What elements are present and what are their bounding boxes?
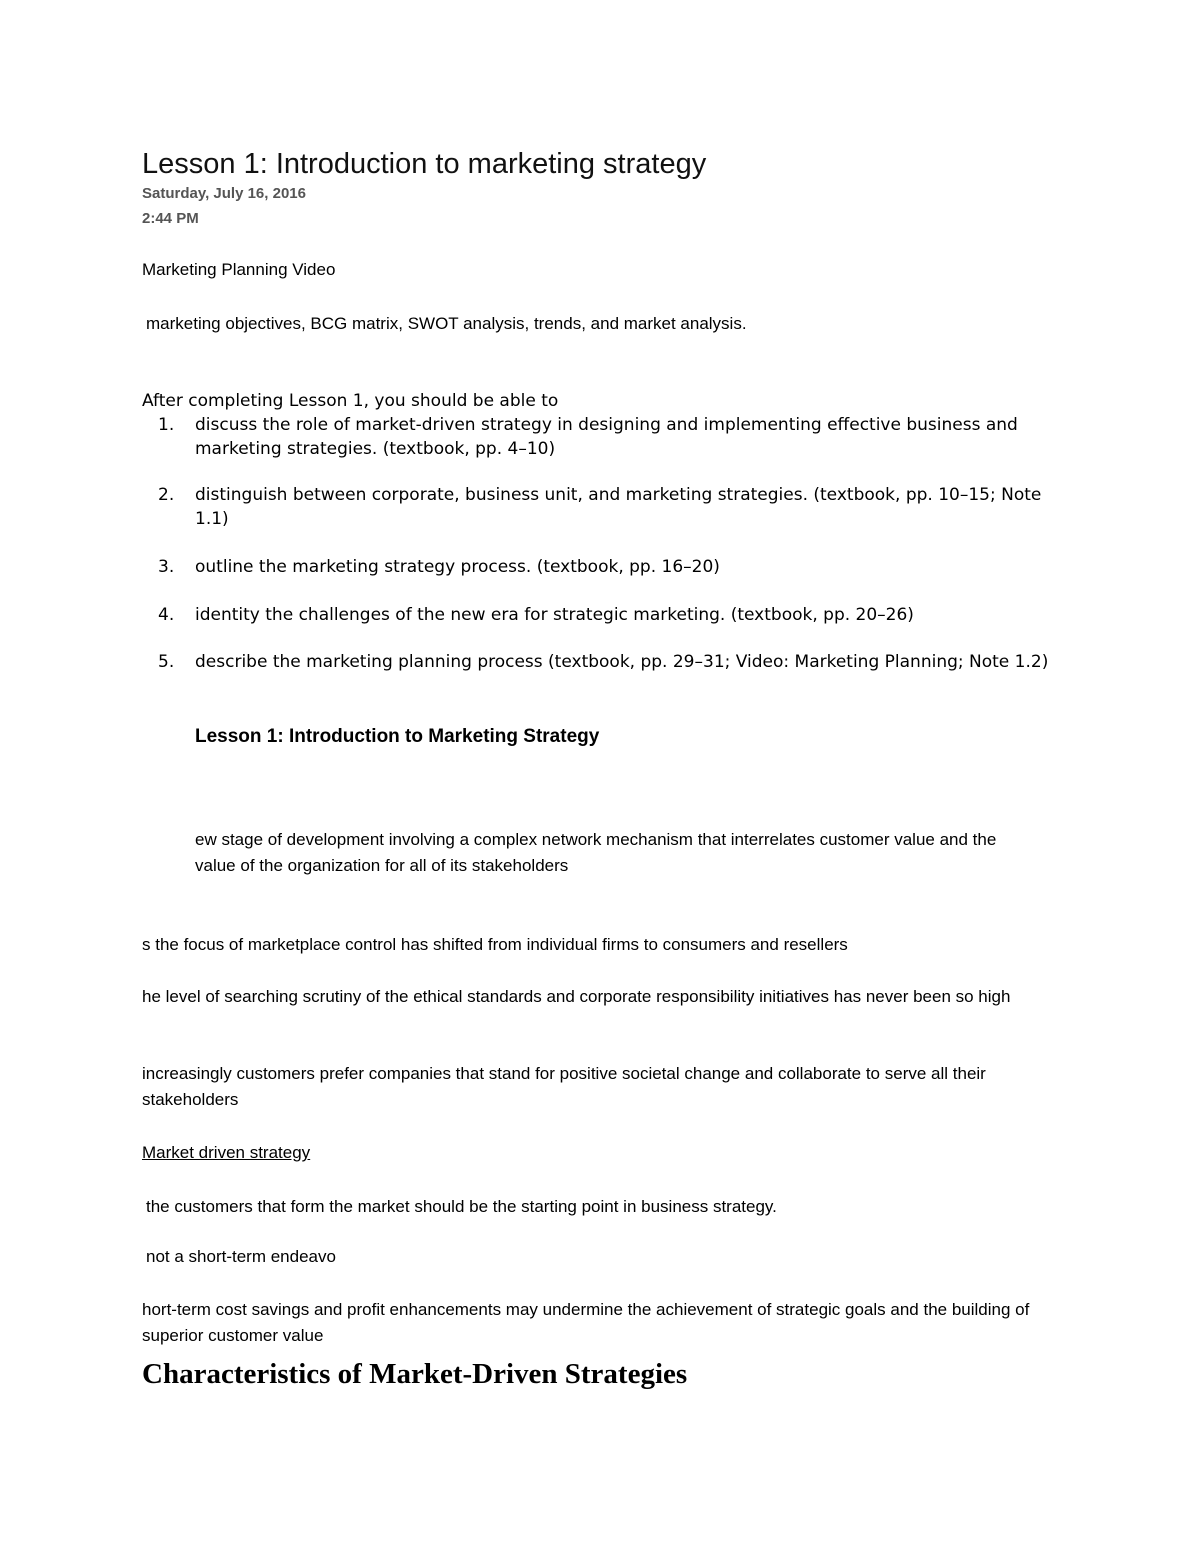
list-text: identity the challenges of the new era for strategic marketing. (textbook, pp. 20–26): [195, 605, 914, 625]
list-number: 2.: [158, 485, 175, 505]
page-title: Lesson 1: Introduction to marketing strategy: [142, 148, 707, 180]
market-driven-strategy-label: Market driven strategy: [142, 1143, 311, 1162]
note-date: Saturday, July 16, 2016: [142, 185, 306, 202]
objectives-intro: After completing Lesson 1, you should be able to: [142, 391, 559, 411]
paragraph-short-term: not a short-term endeavo: [146, 1247, 336, 1266]
list-number: 1.: [158, 415, 175, 435]
video-label: Marketing Planning Video: [142, 260, 336, 279]
paragraph-societal-change: increasingly customers prefer companies that stand for positive societal change and collaborate to serve all their stakeholders: [142, 1064, 986, 1109]
lesson-heading: Lesson 1: Introduction to Marketing Strategy: [195, 726, 600, 747]
list-number: 5.: [158, 652, 175, 672]
paragraph-cost-savings: hort-term cost savings and profit enhancements may undermine the achievement of strategic goals and the building of superior customer value: [142, 1300, 1030, 1345]
list-number: 4.: [158, 605, 175, 625]
topics-line: marketing objectives, BCG matrix, SWOT analysis, trends, and market analysis.: [146, 314, 747, 333]
list-text: discuss the role of market-driven strategy in designing and implementing effective business and marketing strategies. (textbook, pp. 4–10): [195, 415, 1018, 459]
characteristics-heading: Characteristics of Market-Driven Strategies: [142, 1358, 688, 1390]
paragraph-development: ew stage of development involving a complex network mechanism that interrelates customer value and the value of the organization for all of its stakeholders: [195, 830, 997, 875]
list-text: outline the marketing strategy process. (textbook, pp. 16–20): [195, 557, 720, 577]
note-time: 2:44 PM: [142, 210, 199, 227]
paragraph-customers: the customers that form the market should be the starting point in business strategy.: [146, 1197, 777, 1216]
paragraph-scrutiny: he level of searching scrutiny of the ethical standards and corporate responsibility initiatives has never been so high: [142, 987, 1011, 1006]
list-text: describe the marketing planning process (textbook, pp. 29–31; Video: Marketing Planning; Note 1.2): [195, 652, 1049, 672]
list-number: 3.: [158, 557, 175, 577]
list-text: distinguish between corporate, business unit, and marketing strategies. (textbook, pp. 10–15; Note 1.1): [195, 485, 1042, 529]
paragraph-marketplace-control: s the focus of marketplace control has shifted from individual firms to consumers and resellers: [142, 935, 848, 954]
